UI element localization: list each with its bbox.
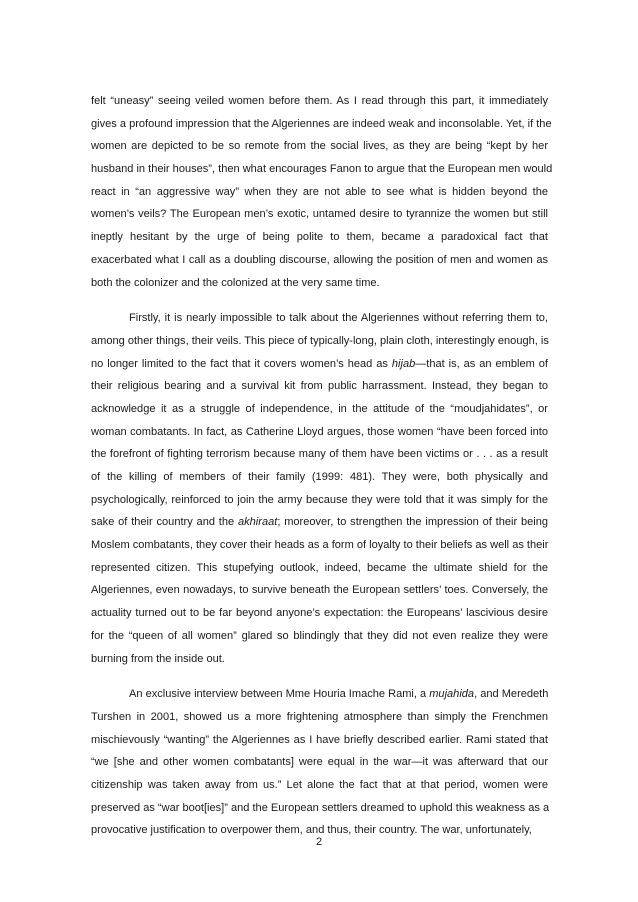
text-line: for the “queen of all women” glared so blindingly that they did not even realize they were [91,629,548,642]
text-line: exacerbated what I call as a doubling discourse, allowing the position of men and women as [91,253,548,266]
text-line: no longer limited to the fact that it covers women’s head as hijab—that is, as an emblem of [91,357,548,370]
page-number: 2 [315,836,323,848]
text-line: react in “an aggressive way” when they are not able to see what is hidden beyond the [91,185,548,198]
text-line: gives a profound impression that the Algeriennes are indeed weak and inconsolable. Yet, if the [91,117,552,130]
paragraph [91,683,548,842]
text-line: acknowledge it as a struggle of independence, in the attitude of the “moudjahidates”, or [91,402,548,415]
paragraph [91,307,548,670]
text-line: “we [she and other women combatants] were equal in the war—it was afterward that our [91,756,548,769]
text-line: of the killing of members of their family (1999: 481). They were, both physically and [91,471,548,483]
paragraph [91,90,553,294]
text-line: Algeriennes, even nowadays, to survive beneath the European settlers’ toes. Conversely, the [91,584,548,597]
text-line: husband in their houses”, then what encourages Fanon to argue that the European men would [91,163,553,176]
text-line: preserved as “war boot[ies]” and the European settlers dreamed to uphold this weakness as a [91,801,550,814]
text-line: both the colonizer and the colonized at the very same time. [91,276,380,289]
text-line: An exclusive interview between Mme Houria Imache Rami, a mujahida, and Meredeth [129,688,549,701]
text-line: Moslem combatants, they cover their heads as a form of loyalty to their beliefs as well as their [91,539,549,552]
text-line: Turshen in 2001, showed us a more frightening atmosphere than simply the Frenchmen [91,710,548,723]
text-line: among other things, their veils. This piece of typically-long, plain cloth, interestingly enough, is [91,334,549,347]
text-line: ineptly hesitant by the urge of being polite to them, became a paradoxical fact that [91,231,548,244]
text-line: woman combatants. In fact, as Catherine Lloyd argues, those women “have been forced into [91,425,548,438]
text-line: represented citizen. This stupefying outlook, indeed, became the ultimate shield for the [91,561,548,574]
text-line: provocative justification to overpower them, and thus, their country. The war, unfortunately, [91,824,532,837]
text-line: women are depicted to be so remote from the social lives, as they are being “kept by her [91,140,548,153]
text-line: felt “uneasy” seeing veiled women before them. As I read through this part, it immediately [91,95,548,107]
text-line: mischievously “wanting” the Algeriennes as I have briefly described earlier. Rami stated that [91,733,548,746]
text-line: actuality turned out to be far beyond anyone’s expectation: the Europeans’ lascivious desire [91,607,548,620]
text-line: their religious bearing and a survival kit from public harrassment. Instead, they began to [91,380,548,393]
paragraph-gap [91,670,548,683]
body-text [91,90,553,842]
text-line: women’s veils? The European men’s exotic, untamed desire to tyrannize the women but still [91,208,548,221]
text-line: the forefront of fighting terrorism because many of them have been victims or . . . as a result [91,448,548,461]
text-line: burning from the inside out. [91,652,225,665]
text-line: sake of their country and the akhiraat; moreover, to strengthen the impression of their being [91,516,549,529]
text-line: citizenship was taken away from us.” Let alone the fact that at that period, women were [91,778,548,791]
text-line: psychologically, reinforced to join the army because they were told that it was simply for the [91,493,548,506]
paragraph-gap [91,294,548,307]
text-line: Firstly, it is nearly impossible to talk about the Algeriennes without referring them to, [129,312,548,325]
